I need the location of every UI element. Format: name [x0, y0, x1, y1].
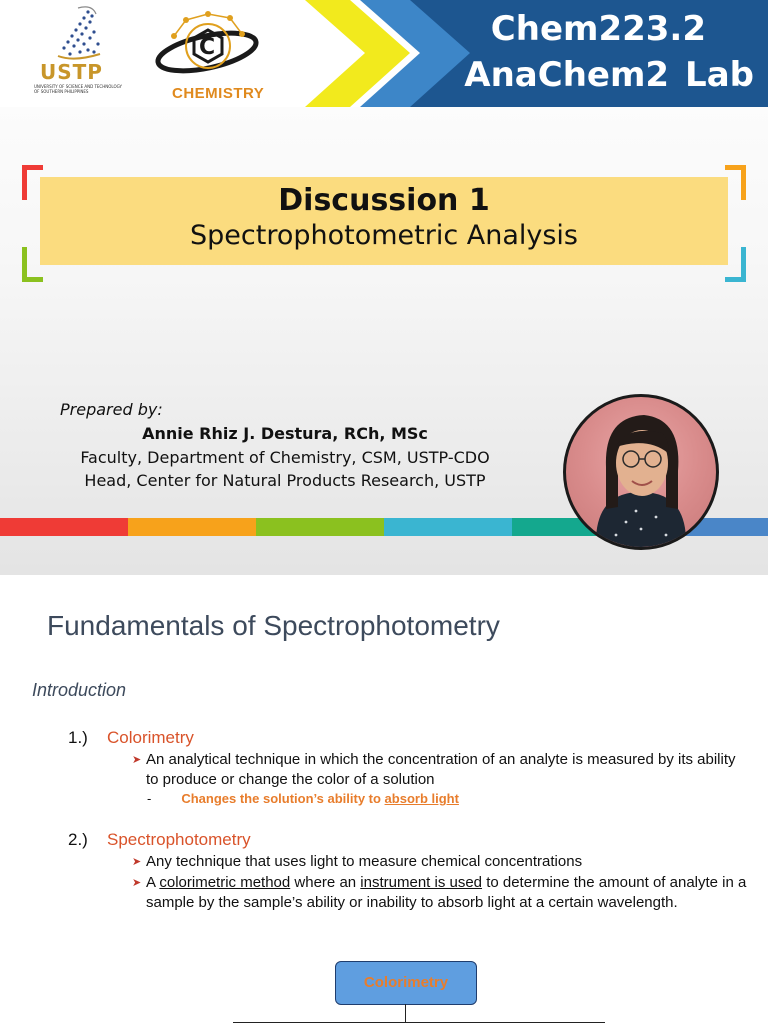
discussion-title-box: [40, 177, 728, 265]
prepared-by-label: Prepared by:: [60, 400, 163, 419]
subnote-link: absorb light: [384, 791, 459, 806]
slide-title: Fundamentals of Spectrophotometry: [47, 610, 500, 641]
arrow-bullet-icon: ➤: [132, 856, 142, 868]
diagram-connector-vertical: [405, 1004, 406, 1022]
item-heading-colorimetry: Colorimetry: [107, 728, 194, 747]
course-code: Chem223.2: [490, 9, 706, 49]
spectro-def-part-b: where an: [290, 874, 361, 891]
stripe-orange: [128, 518, 256, 536]
author-name: Annie Rhiz J. Destura, RCh, MSc: [142, 424, 428, 443]
svg-text:C: C: [199, 35, 216, 60]
course-name-line: [464, 52, 754, 98]
diagram-colorimetry-box: Colorimetry: [335, 961, 477, 1005]
stripe-green: [256, 518, 384, 536]
colorimetry-bullet: [132, 750, 752, 790]
course-title: [464, 6, 754, 98]
spectro-bullet-2: [132, 873, 752, 913]
course-name: AnaChem2: [464, 55, 670, 95]
spectro-definition-2: [146, 873, 752, 913]
spectro-bullet-1: [132, 852, 752, 872]
section-intro: Introduction: [32, 680, 127, 700]
arrow-bullet-icon: ➤: [132, 877, 142, 889]
course-lab: Lab: [685, 55, 754, 95]
ustp-logo-text: USTP: [40, 60, 103, 84]
diagram-connector-horizontal: [233, 1022, 605, 1023]
content-slide: [0, 578, 768, 1024]
item-number-2: 2.): [68, 830, 88, 849]
spectro-def-part-c: to determine the amount of analyte in a sample by the sample’s ability or inability to absorb light at a certain wavelength.: [146, 874, 747, 911]
colorimetry-definition: An analytical technique in which the concentration of an analyte is measured by its ability to produce or change the color of a solution: [146, 751, 736, 788]
discussion-title: Discussion 1: [278, 183, 490, 218]
author-photo: [563, 394, 719, 550]
stripe-cyan: [384, 518, 512, 536]
author-affiliation-1: Faculty, Department of Chemistry, CSM, USTP-CDO: [80, 448, 490, 467]
ustp-logo-subtitle: UNIVERSITY OF SCIENCE AND TECHNOLOGY OF SOUTHERN PHILIPPINES: [34, 84, 122, 94]
spectro-def-part-a: A: [146, 874, 160, 891]
colorimetry-subnote: [147, 791, 459, 806]
person-portrait-icon: [566, 397, 716, 547]
dash-icon: -: [147, 791, 152, 806]
spectro-def-underline-2: instrument is used: [360, 874, 483, 891]
author-affiliation-2: Head, Center for Natural Products Research, USTP: [84, 471, 486, 490]
header-banner: [0, 0, 768, 107]
arrow-bullet-icon: ➤: [132, 754, 142, 766]
corner-bracket-top-right: [725, 165, 746, 200]
discussion-subtitle: Spectrophotometric Analysis: [190, 220, 578, 251]
spectro-definition-1: Any technique that uses light to measure chemical concentrations: [146, 853, 583, 870]
corner-bracket-bottom-right: [725, 247, 746, 282]
item-number-1: 1.): [68, 728, 88, 747]
chemistry-logo-text: CHEMISTRY: [172, 85, 265, 102]
stripe-red: [0, 518, 128, 536]
spectro-def-underline-1: colorimetric method: [159, 874, 291, 891]
subnote-text: Changes the solution’s ability to: [181, 791, 385, 806]
item-heading-spectrophotometry: Spectrophotometry: [107, 830, 251, 849]
